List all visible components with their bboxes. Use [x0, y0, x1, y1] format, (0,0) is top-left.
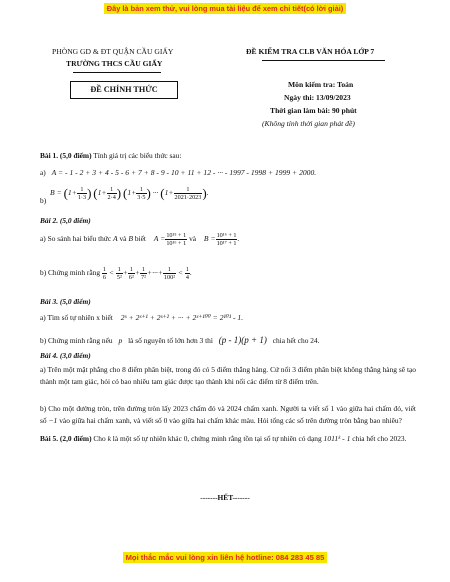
- q2a: a) So sánh hai biểu thức A và B biết A = $\frac{\text{10¹⁵ + 1}}{\text{10¹⁶ + 1}}$ và B = $\frac{\text{10¹⁶ + 1}}{\text{10¹⁷ + 1}}$ .: [40, 232, 240, 247]
- q1b-frac-1-num: 1: [77, 186, 87, 194]
- q2a-biet: biết: [134, 234, 146, 244]
- q2a-B-lhs: B =: [203, 234, 216, 244]
- q1b-plus-4: +: [168, 188, 174, 198]
- q3a-expression: 2ˣ + 2ˣ⁺¹ + 2ˣ⁺² + ··· + 2ˣ⁺¹⁰⁰ = 2¹⁰¹ - 1.: [120, 313, 244, 322]
- q3-title: Bài 3. (5,0 điểm): [40, 297, 91, 306]
- q2a-text: a) So sánh hai biểu thức: [40, 234, 112, 244]
- q5-text-1: Cho: [91, 434, 106, 443]
- q2b-lt-1: <: [108, 268, 114, 278]
- q5-text-3: chia hết cho 2023.: [352, 434, 407, 443]
- q2b-lt-2: <: [177, 268, 184, 278]
- q1b-frac-4-den: 2021·2023: [174, 194, 202, 201]
- q1b-frac-1-den: 1·3: [77, 194, 87, 201]
- q2b: b) Chứng minh rằng $\frac{1}{6}$ < $\frac{1}{\text{5²}}$ + $\frac{1}{\text{6²}}$ + $\frac{1}{\text{7²}}$ +···+ $\frac{1}{\text{100²}}$ < $\frac{1}{4}$ .: [40, 266, 192, 281]
- q5-title: Bài 5. (2,0 điểm): [40, 434, 92, 443]
- q2a-A-den: 10¹⁶ + 1: [166, 240, 187, 247]
- q4-title: Bài 4. (3,0 điểm): [40, 351, 91, 360]
- q2b-term-3: [140, 266, 147, 281]
- school-underline: [73, 72, 161, 73]
- exam-title: ĐỀ KIỂM TRA CLB VĂN HÓA LỚP 7: [246, 47, 375, 56]
- school-name: TRƯỜNG THCS CẦU GIẤY: [66, 59, 163, 68]
- q1b-frac-2-den: 2·4: [107, 194, 116, 201]
- q1-intro: Tính giá trị các biểu thức sau:: [91, 151, 182, 160]
- q1b-frac-3: [136, 186, 146, 201]
- q2b-term-n-num: 1: [163, 266, 176, 274]
- official-box: ĐỀ CHÍNH THỨC: [70, 81, 178, 99]
- q2b-term-1-den: 5²: [116, 274, 122, 281]
- q1a-label: a): [40, 168, 46, 177]
- preview-banner: [0, 4, 450, 13]
- exam-date: Ngày thi: 13/09/2023: [284, 93, 351, 102]
- q2b-term-1-num: 1: [117, 266, 121, 273]
- q1b-frac-1: [77, 186, 87, 201]
- q2b-term-2-num: 1: [129, 266, 133, 273]
- q2b-left-num: 1: [102, 266, 106, 273]
- q1b-label: b): [40, 196, 47, 206]
- q2b-term-2-den: 6²: [128, 274, 134, 281]
- q1b-frac-4-num: 1: [174, 186, 203, 194]
- hotline-banner: [0, 553, 450, 562]
- q1b-one-1: 1: [67, 188, 72, 198]
- subject: Môn kiểm tra: Toán: [288, 80, 354, 89]
- q2a-A: A: [112, 234, 118, 244]
- duration-note: (Không tính thời gian phát đề): [262, 119, 355, 128]
- q2-title: Bài 2. (5,0 điểm): [40, 216, 91, 225]
- hotline-banner-text: Mọi thắc mắc vui lòng xin liên hệ hotline: 084 283 45 85: [123, 552, 328, 563]
- q1b: b) B = (1+ $\frac{1}{1\cdot 3}$ ) (1+ $\frac{1}{2\cdot 4}$ ) (1+ $\frac{1}{3\cdot 5}$ ) ··· (1+ $\frac{1}{2021\cdot 2023}$ ).: [40, 185, 209, 206]
- q5-expression: 1011ᵏ - 1: [323, 434, 351, 443]
- q2a-B-num: 10¹⁶ + 1: [216, 232, 237, 239]
- q1b-lhs: B =: [50, 188, 62, 198]
- q1b-frac-3-den: 3·5: [137, 194, 146, 201]
- q3b-text-2: là số nguyên tố lớn hơn 3 thì: [128, 336, 213, 345]
- q3b-text-1: b) Chứng minh rằng nếu: [40, 336, 113, 345]
- q2b-term-3-den: 7²: [141, 274, 146, 281]
- q3b-p: p: [118, 336, 123, 345]
- q4b-minus-one: −1: [48, 416, 58, 426]
- q4b-text-1: b) Cho một đường tròn, trên đường tròn lấy 2023 chấm đỏ và 2024 chấm xanh. Người ta viết số 1 vào giữa hai chấm đỏ, viết số: [40, 404, 416, 426]
- q5-k: k: [107, 434, 111, 443]
- q2a-B-frac: [216, 232, 238, 247]
- q2b-term-n: [163, 266, 176, 281]
- q2a-and-2: và: [189, 234, 197, 244]
- q5: [40, 433, 416, 445]
- department-name: PHÒNG GD & ĐT QUẬN CẦU GIẤY: [52, 47, 174, 56]
- q2b-left-frac: [102, 266, 107, 281]
- q1b-frac-2: [107, 186, 117, 201]
- q2b-term-3-num: 1: [141, 266, 146, 273]
- q5-text-2: là một số tự nhiên khác 0, chứng minh rằng tồn tại số tự nhiên có dạng: [112, 434, 322, 443]
- q3a-text: a) Tìm số tự nhiên x biết: [40, 313, 113, 322]
- q3b-expression: (p - 1)(p + 1): [218, 335, 267, 345]
- q4b: [40, 403, 416, 428]
- q1b-one-2: 1: [97, 188, 102, 198]
- q3b-text-3: chia hết cho 24.: [272, 336, 320, 345]
- q2a-A-lhs: A =: [153, 234, 166, 244]
- q1b-plus-3: +: [131, 188, 137, 198]
- q2a-A-num: 10¹⁵ + 1: [166, 232, 187, 239]
- q2b-term-1: [116, 266, 123, 281]
- q2b-plus-dots: +···+: [146, 268, 163, 278]
- q2b-term-n-den: 100²: [163, 274, 176, 281]
- q3b: [40, 335, 319, 346]
- q1a-expression: A = - 1 - 2 + 3 + 4 - 5 - 6 + 7 + 8 - 9 - 10 + 11 + 12 - ··· - 1997 - 1998 + 1999 + 2000.: [51, 168, 317, 177]
- q2b-term-2: [128, 266, 135, 281]
- q1-heading: [40, 151, 181, 161]
- q2b-text: b) Chứng minh rằng: [40, 268, 101, 278]
- q4b-text-2: vào giữa hai chấm xanh, và viết số 0 vào giữa hai chấm khác màu. Hỏi tổng các số trên đường tròn bằng bao nhiêu?: [59, 416, 402, 426]
- q1-title: Bài 1. (5,0 điểm): [40, 151, 92, 160]
- q2b-right-num: 1: [185, 266, 189, 273]
- q4a: a) Trên một mặt phẳng cho 8 điểm phân biệt, trong đó có 5 điểm thẳng hàng. Cứ nối 3 điểm phân biệt không thẳng hàng sẽ tạo thành một tam giác, hỏi có bao nhiêu tam giác được tạo thành khi nối các điểm từ 8 điểm trên.: [40, 365, 416, 387]
- exam-title-underline: [262, 60, 385, 61]
- q1b-frac-2-num: 1: [107, 186, 117, 194]
- q3a: [40, 313, 243, 323]
- q1b-frac-4: [174, 186, 203, 201]
- q1b-plus-1: +: [71, 188, 77, 198]
- end-marker: -------HẾT-------: [200, 493, 250, 502]
- q1b-one-4: 1: [164, 188, 169, 198]
- q2a-and: và: [119, 234, 127, 244]
- q2a-B-den: 10¹⁷ + 1: [216, 240, 237, 247]
- q1a: [40, 168, 316, 178]
- q2b-right-den: 4: [185, 274, 189, 281]
- preview-banner-text: Đây là bản xem thử, vui lòng mua tài liệu để xem chi tiết(có lời giải): [104, 3, 346, 14]
- duration: Thời gian làm bài: 90 phút: [270, 106, 357, 115]
- q1b-one-3: 1: [127, 188, 132, 198]
- q2b-left-den: 6: [102, 274, 106, 281]
- q1b-frac-3-num: 1: [136, 186, 146, 194]
- q2a-A-frac: [165, 232, 187, 247]
- q2a-B: B: [128, 234, 133, 244]
- q1b-plus-2: +: [101, 188, 107, 198]
- q1b-dots: ···: [152, 188, 159, 198]
